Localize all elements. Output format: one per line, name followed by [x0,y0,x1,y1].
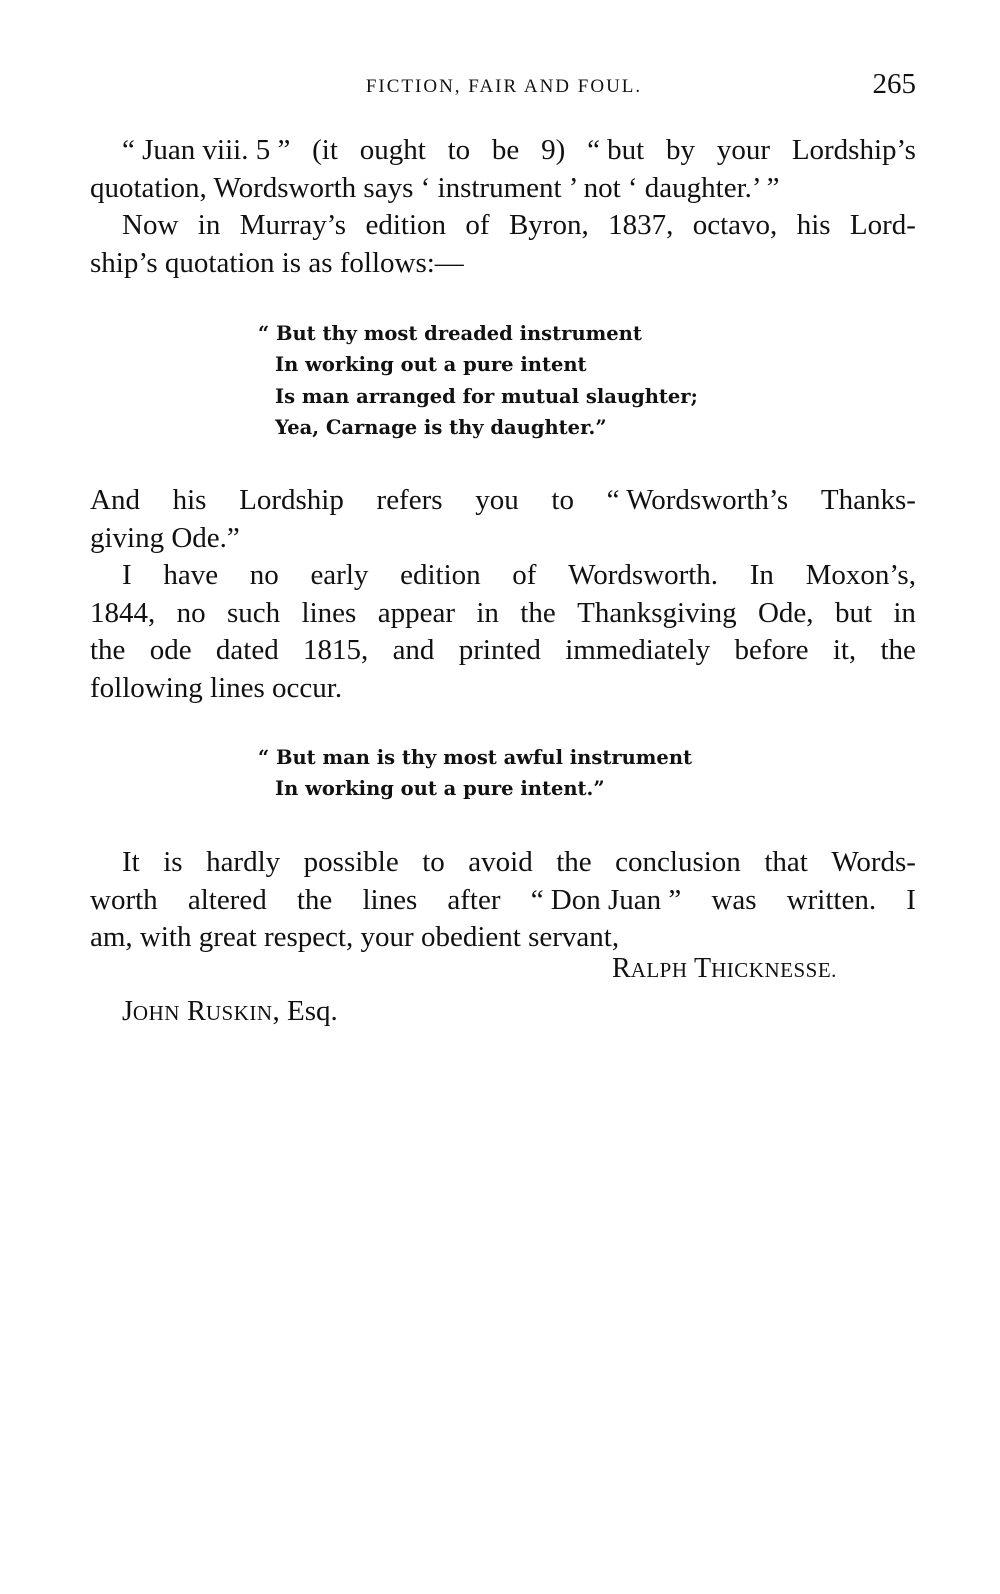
paragraph-5-line-3: am, with great respect, your obedient servant, [90,921,620,953]
verse-1-line-3: Is man arranged for mutual slaughter; [275,384,698,408]
running-title: FICTION, FAIR AND FOUL. [365,76,643,97]
page-number: 265 [872,68,916,100]
paragraph-4-line-2: 1844, no such lines appear in the Thanksgiving Ode, but in [90,596,916,629]
paragraph-1-line-1: “ Juan viii. 5 ” (it ought to be 9) “ but by your Lordship’s [122,134,916,166]
signature-sender: RALPH THICKNESSE. [612,953,837,984]
verse-2-line-2: In working out a pure intent.” [275,777,605,801]
verse-quotation-2 [258,742,692,805]
verse-1-line-1: “ But thy most dreaded instrument [258,322,642,345]
paragraph-2-line-2: ship’s quotation is as follows:— [90,246,464,279]
paragraph-2 [90,207,916,282]
paragraph-5-line-2: worth altered the lines after “ Don Juan ” was written. I [90,883,916,916]
paragraph-2-line-1: Now in Murray’s edition of Byron, 1837, octavo, his Lord- [122,209,916,241]
verse-2-line-1: “ But man is thy most awful instrument [258,746,693,769]
verse-quotation-1 [258,318,698,443]
paragraph-4-line-3: the ode dated 1815, and printed immediately before it, the [90,634,916,666]
paragraph-3-line-1: And his Lordship refers you to “ Wordsworth’s Thanks- [90,484,916,516]
paragraph-5-line-1: It is hardly possible to avoid the conclusion that Words- [122,846,916,878]
paragraph-1 [90,132,916,207]
paragraph-4-line-4: following lines occur. [90,671,343,704]
paragraph-3 [90,482,916,557]
paragraph-1-line-2: quotation, Wordsworth says ‘ instrument ’ not ‘ daughter.’ ” [90,171,780,204]
paragraph-5 [90,844,916,957]
signature-recipient: JOHN RUSKIN, Esq. [122,995,338,1027]
verse-1-line-2: In working out a pure intent [275,353,587,377]
running-head [90,68,918,108]
paragraph-3-line-2: giving Ode.” [90,521,240,554]
verse-1-line-4: Yea, Carnage is thy daughter.” [275,415,607,439]
paragraph-4 [90,557,916,707]
paragraph-4-line-1: I have no early edition of Wordsworth. In Moxon’s, [122,559,916,591]
